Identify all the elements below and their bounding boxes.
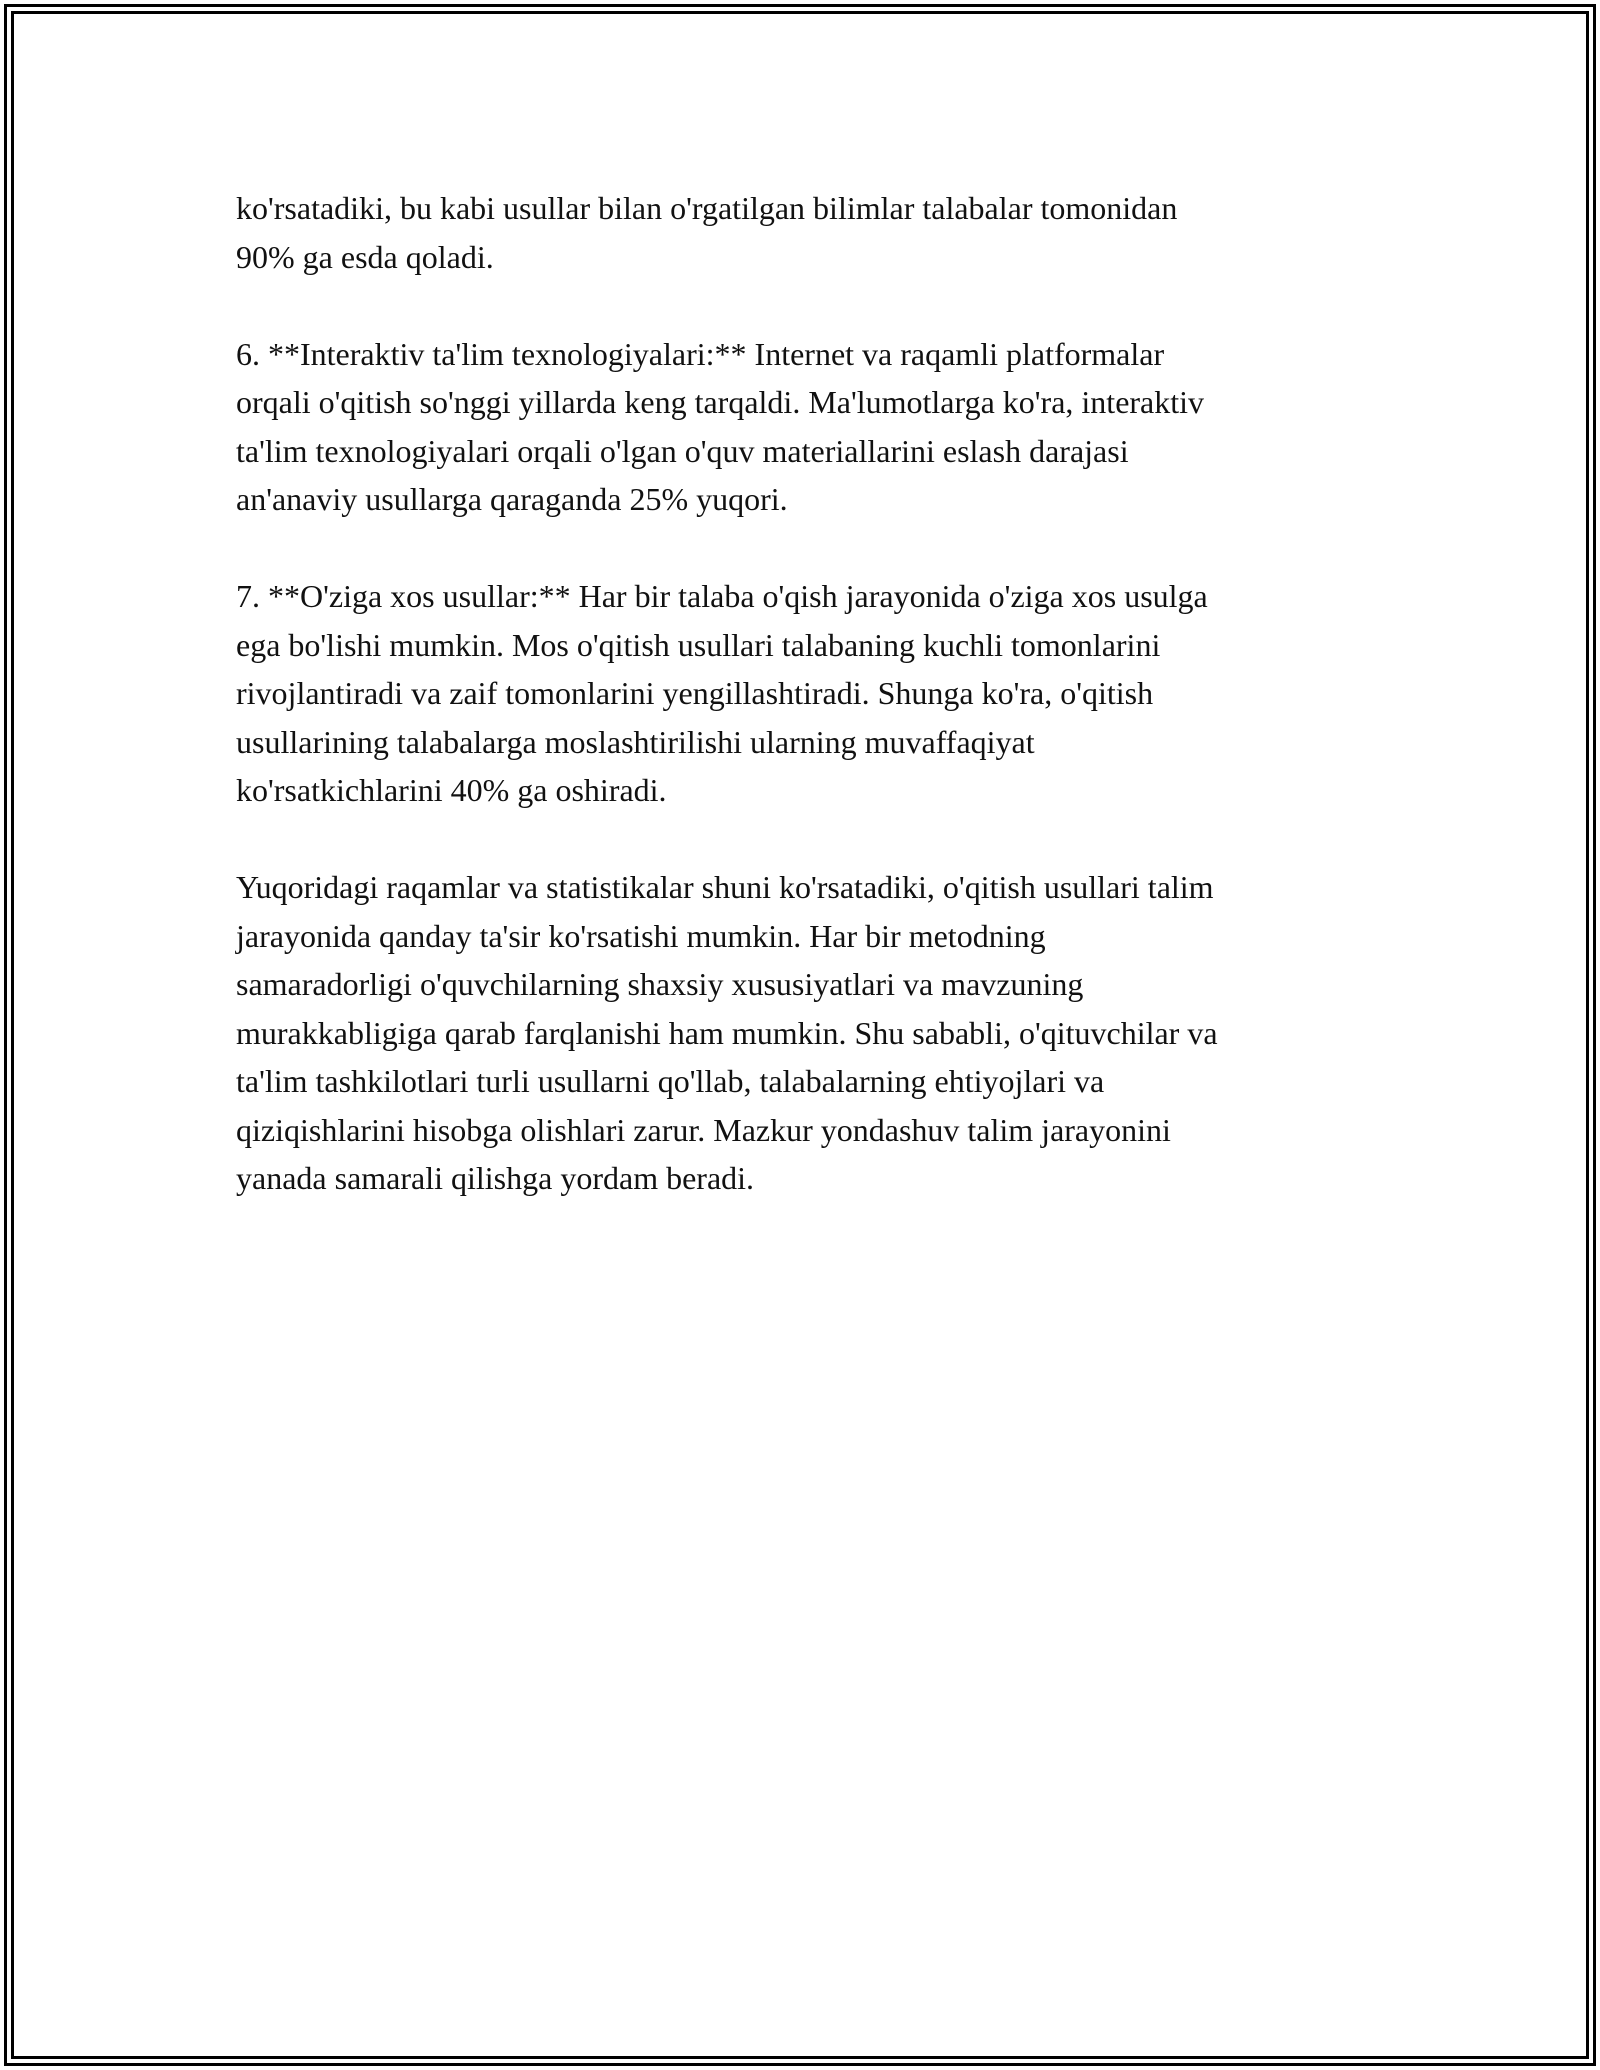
paragraph-interactive-technologies: 6. **Interaktiv ta'lim texnologiyalari:** Internet va raqamli platformalar orqali o'qitish so'nggi yillarda keng tarqaldi. Ma'lumotlarga ko'ra, interaktiv ta'lim texnologiyalari orqali o'lgan o'quv materiallarini eslash darajasi an'anaviy usullarga qaraganda 25% yuqori.	[236, 335, 1205, 517]
paragraph-conclusion: Yuqoridagi raqamlar va statistikalar shuni ko'rsatadiki, o'qitish usullari talim jarayonida qanday ta'sir ko'rsatishi mumkin. Har bir metodning samaradorligi o'quvchilarning shaxsiy xususiyatlari va mavzuning murakkabligiga qarab farqlanishi ham mumkin. Shu sababli, o'qituvchilar va ta'lim tashkilotlari turli usullarni qo'llab, talabalarning ehtiyojlari va qiziqishlarini hisobga olishlari zarur. Mazkur yondashuv talim jarayonini yanada samarali qilishga yordam beradi.	[236, 869, 1218, 1196]
paragraph-individual-methods: 7. **O'ziga xos usullar:** Har bir talaba o'qish jarayonida o'ziga xos usulga ega bo'lishi mumkin. Mos o'qitish usullari talabaning kuchli tomonlarini rivojlantiradi va zaif tomonlarini yengillashtiradi. Shunga ko'ra, o'qitish usullarining talabalarga moslashtirilishi ularning muvaffaqiyat ko'rsatkichlarini 40% ga oshiradi.	[236, 578, 1208, 808]
paragraph-retention-continuation: ko'rsatadiki, bu kabi usullar bilan o'rgatilgan bilimlar talabalar tomonidan 90% ga esda qoladi.	[236, 190, 1178, 275]
document-body	[236, 184, 1366, 1251]
